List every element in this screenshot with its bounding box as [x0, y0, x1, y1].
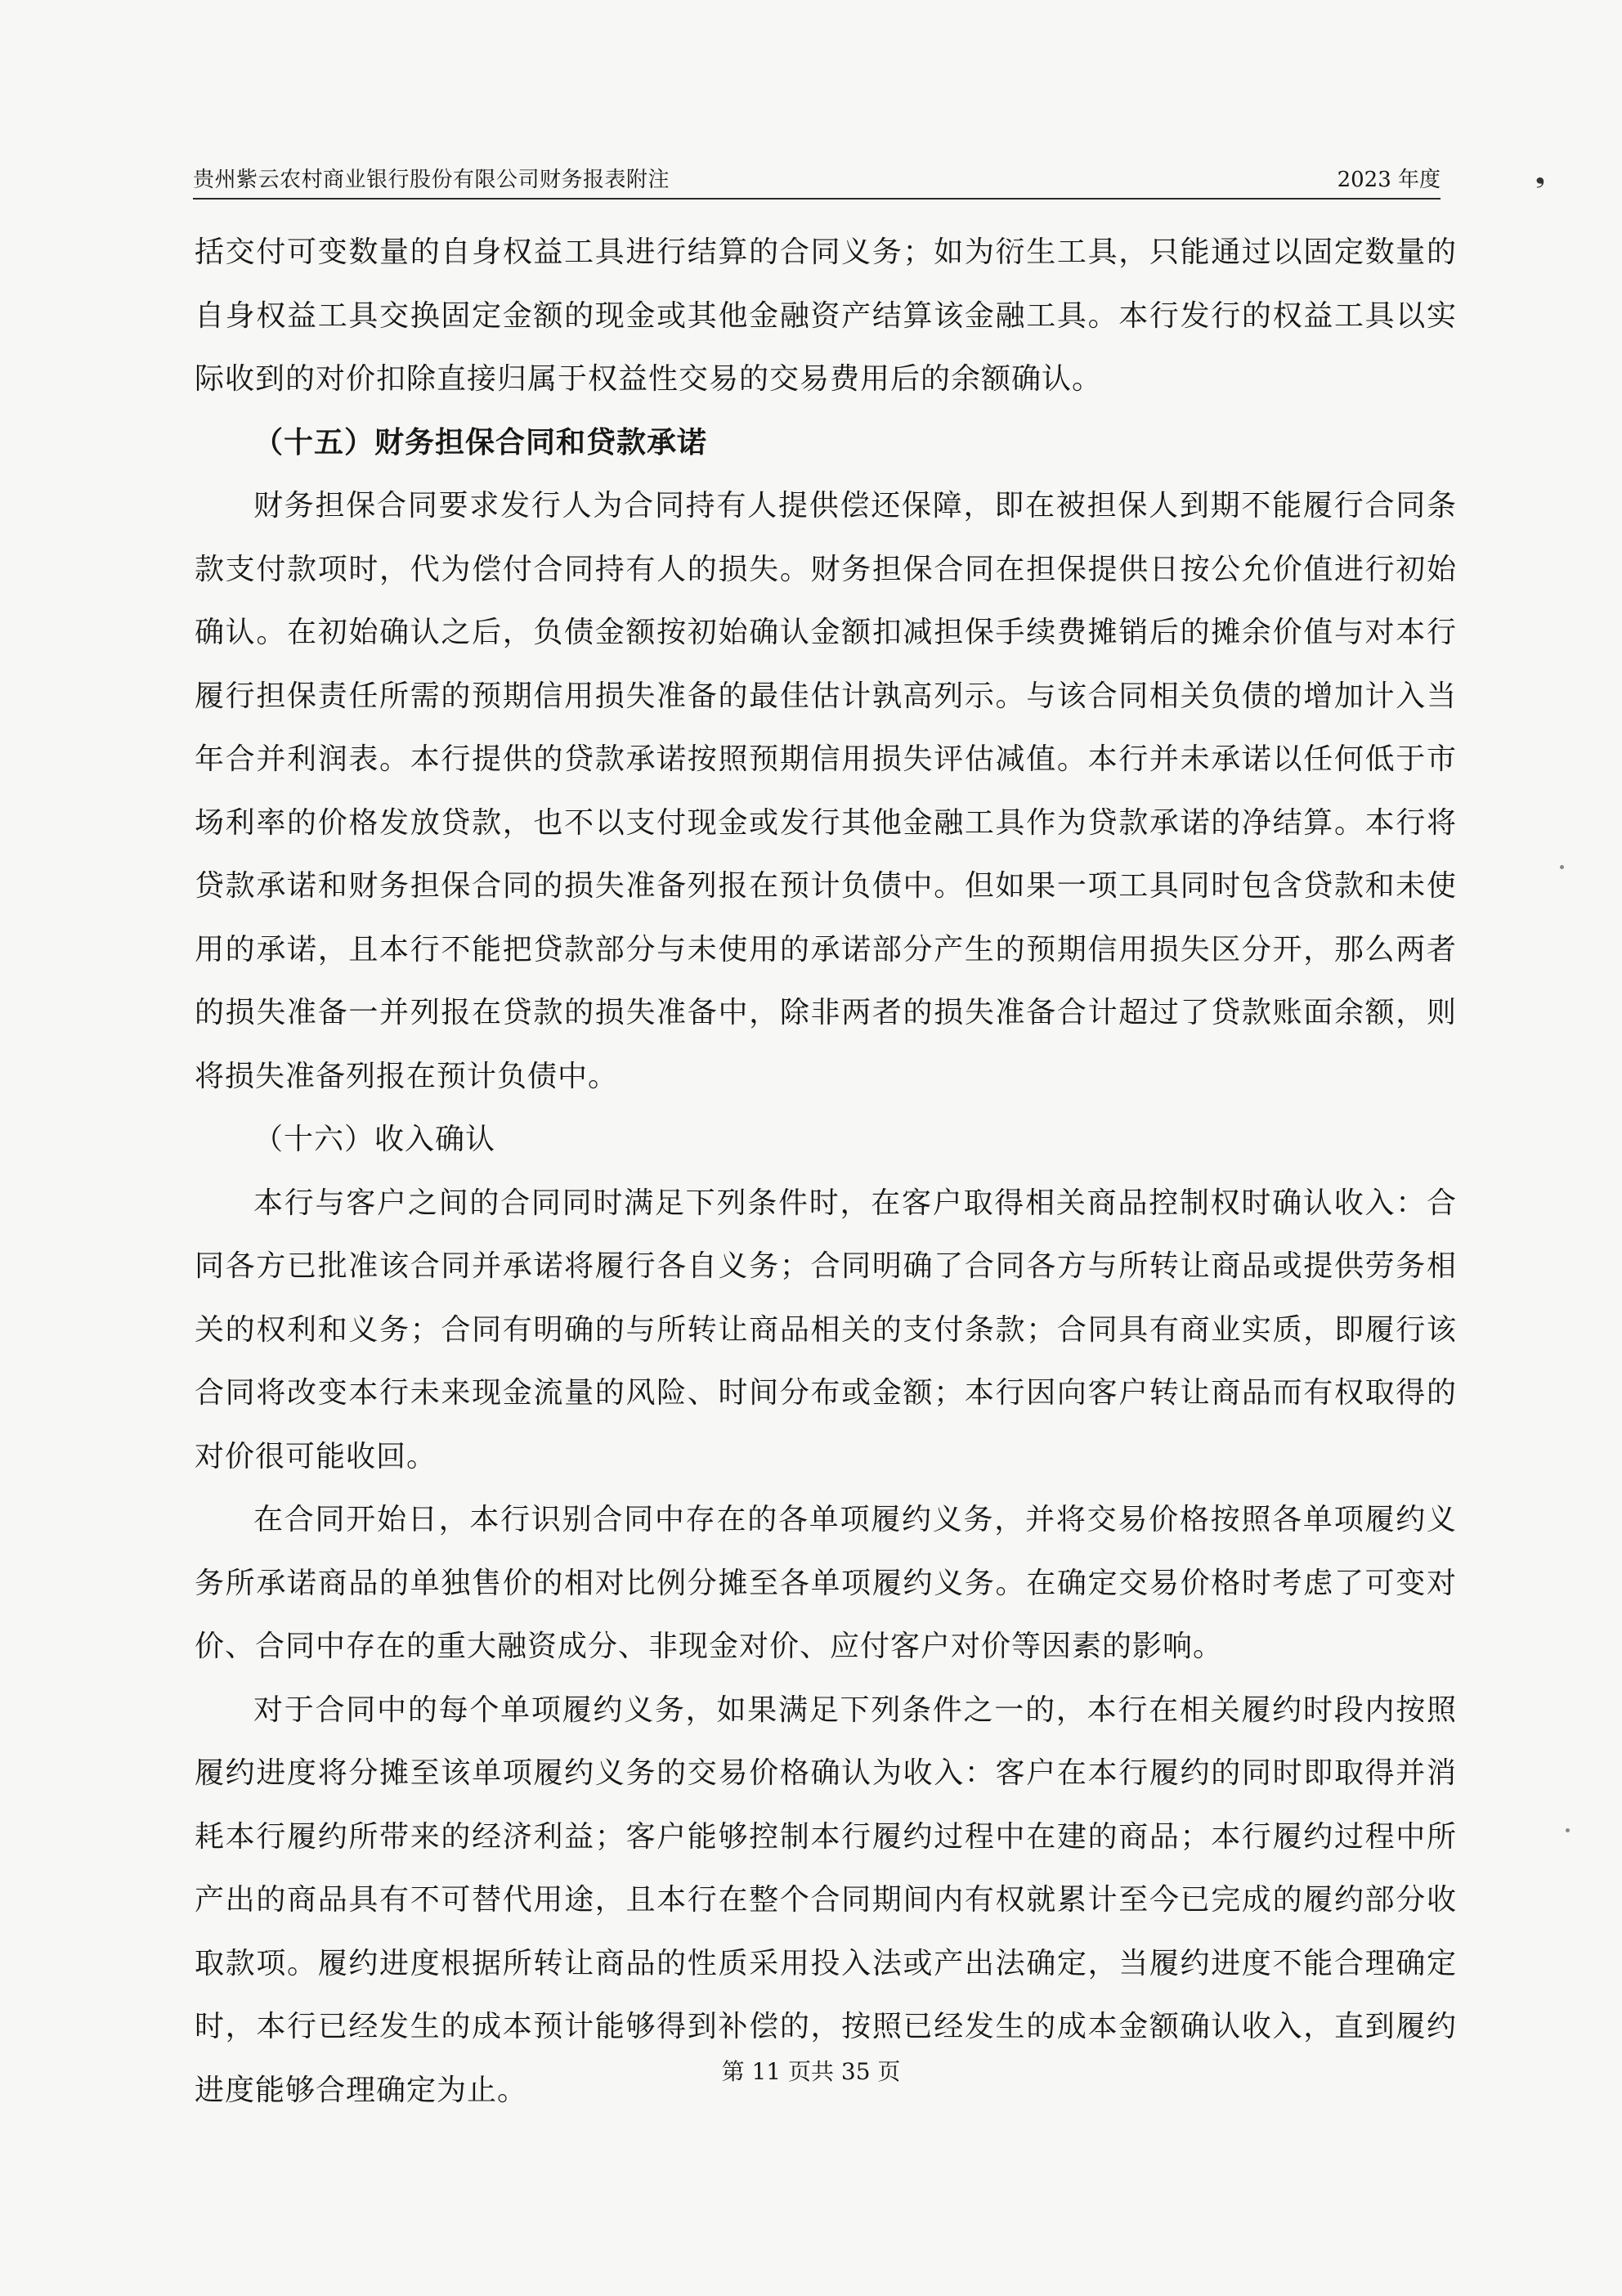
- scan-mark-icon: ❟: [1535, 160, 1545, 189]
- report-year: 2023 年度: [1337, 168, 1441, 192]
- scan-speck: [1560, 865, 1564, 869]
- section-title-15: （十五）财务担保合同和贷款承诺: [253, 424, 708, 460]
- section-title-16: （十六）收入确认: [253, 1123, 496, 1156]
- page-header: [193, 155, 1441, 200]
- page-number: 第 11 页共 35 页: [721, 2058, 901, 2085]
- paragraph-revenue-conditions: 本行与客户之间的合同同时满足下列条件时，在客户取得相关商品控制权时确认收入：合同各方已批准该合同并承诺将履行各自义务；合同明确了合同各方与所转让商品或提供劳务相关的权利和义务；合同有明确的与所转让商品相关的支付条款；合同具有商业实质，即履行该合同将改变本行未来现金流量的风险、时间分布或金额；本行因向客户转让商品而有权取得的对价很可能收回。: [195, 1186, 1457, 1473]
- company-title: 贵州紫云农村商业银行股份有限公司财务报表附注: [193, 168, 670, 192]
- document-body: [195, 221, 1457, 2122]
- scan-speck: [1566, 1828, 1570, 1832]
- paragraph-performance-obligation: 对于合同中的每个单项履约义务，如果满足下列条件之一的，本行在相关履约时段内按照履约进度将分摊至该单项履约义务的交易价格确认为收入：客户在本行履约的同时即取得并消耗本行履约所带来的经济利益；客户能够控制本行履约过程中在建的商品；本行履约过程中所产出的商品具有不可替代用途，且本行在整个合同期间内有权就累计至今已完成的履约部分收取款项。履约进度根据所转让商品的性质采用投入法或产出法确定，当履约进度不能合理确定时，本行已经发生的成本预计能够得到补偿的，按照已经发生的成本金额确认收入，直到履约进度能够合理确定为止。: [195, 1693, 1457, 2107]
- paragraph-financial-guarantee: 财务担保合同要求发行人为合同持有人提供偿还保障，即在被担保人到期不能履行合同条款支付款项时，代为偿付合同持有人的损失。财务担保合同在担保提供日按公允价值进行初始确认。在初始确认之后，负债金额按初始确认金额扣减担保手续费摊销后的摊余价值与对本行履行担保责任所需的预期信用损失准备的最佳估计孰高列示。与该合同相关负债的增加计入当年合并利润表。本行提供的贷款承诺按照预期信用损失评估减值。本行并未承诺以任何低于市场利率的价格发放贷款，也不以支付现金或发行其他金融工具作为贷款承诺的净结算。本行将贷款承诺和财务担保合同的损失准备列报在预计负债中。但如果一项工具同时包含贷款和未使用的承诺，且本行不能把贷款部分与未使用的承诺部分产生的预期信用损失区分开，那么两者的损失准备一并列报在贷款的损失准备中，除非两者的损失准备合计超过了贷款账面余额，则将损失准备列报在预计负债中。: [195, 489, 1457, 1093]
- paragraph-contract-inception: 在合同开始日，本行识别合同中存在的各单项履约义务，并将交易价格按照各单项履约义务所承诺商品的单独售价的相对比例分摊至各单项履约义务。在确定交易价格时考虑了可变对价、合同中存在的重大融资成分、非现金对价、应付客户对价等因素的影响。: [195, 1503, 1457, 1663]
- paragraph-continued: 括交付可变数量的自身权益工具进行结算的合同义务；如为衍生工具，只能通过以固定数量的自身权益工具交换固定金额的现金或其他金融资产结算该金融工具。本行发行的权益工具以实际收到的对价扣除直接归属于权益性交易的交易费用后的余额确认。: [195, 235, 1457, 396]
